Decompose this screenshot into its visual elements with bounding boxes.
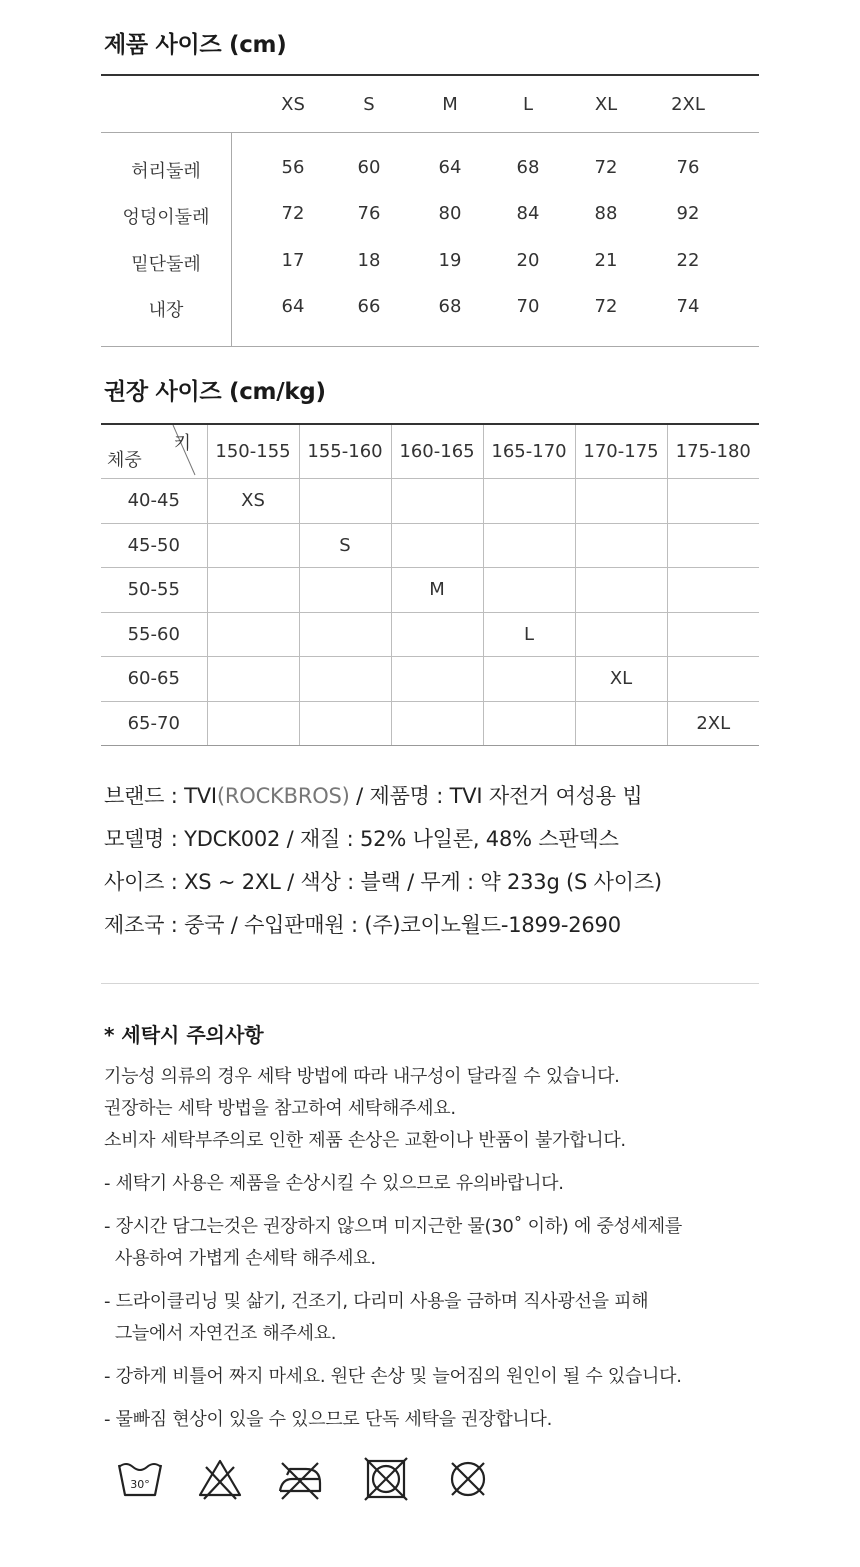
no-bleach-icon	[196, 1455, 244, 1503]
table-cell	[299, 568, 391, 613]
height-header: 160-165	[391, 424, 483, 479]
size-header-m: M	[442, 94, 458, 115]
table-cell	[299, 657, 391, 702]
row-label-hem: 밑단둘레	[131, 254, 201, 275]
table-cell: 66	[357, 296, 381, 317]
height-header: 155-160	[299, 424, 391, 479]
table-cell: 68	[516, 157, 540, 178]
table-cell: 70	[516, 296, 540, 317]
table-cell	[207, 523, 299, 568]
size-header-2xl: 2XL	[671, 94, 705, 115]
table-cell: XS	[207, 479, 299, 524]
table-cell	[483, 701, 575, 746]
table-cell: 92	[676, 203, 700, 224]
brand-prefix: 브랜드 : TVI	[104, 784, 217, 808]
table-cell: L	[483, 612, 575, 657]
table-divider	[231, 133, 232, 346]
washing-note: - 물빠짐 현상이 있을 수 있으므로 단독 세탁을 권장합니다.	[104, 1409, 553, 1430]
height-header: 165-170	[483, 424, 575, 479]
table-cell: 74	[676, 296, 700, 317]
table-cell: 56	[281, 157, 305, 178]
table-cell: M	[391, 568, 483, 613]
height-axis-label: 키	[173, 433, 191, 454]
table-cell: 18	[357, 250, 381, 271]
table-cell: 72	[281, 203, 305, 224]
row-label-hip: 엉덩이둘레	[122, 207, 210, 228]
table-cell	[575, 568, 667, 613]
washing-intro-line: 소비자 세탁부주의로 인한 제품 손상은 교환이나 반품이 불가합니다.	[104, 1130, 626, 1151]
table-cell: 21	[594, 250, 618, 271]
product-size-table	[101, 74, 759, 347]
weight-label: 65-70	[101, 701, 207, 746]
table-cell: 76	[357, 203, 381, 224]
table-cell	[483, 568, 575, 613]
table-cell	[299, 479, 391, 524]
table-cell	[207, 568, 299, 613]
row-label-inseam: 내장	[148, 300, 184, 321]
washing-title: * 세탁시 주의사항	[104, 1023, 264, 1047]
table-divider	[101, 132, 759, 133]
table-cell: 64	[281, 296, 305, 317]
recommended-size-table	[101, 423, 759, 745]
table-cell: S	[299, 523, 391, 568]
size-color-info: 사이즈 : XS ~ 2XL / 색상 : 블랙 / 무게 : 약 233g (S 사이즈)	[104, 870, 662, 894]
table-cell	[391, 479, 483, 524]
table-cell	[667, 612, 759, 657]
weight-label: 50-55	[101, 568, 207, 613]
weight-label: 55-60	[101, 612, 207, 657]
brand-suffix: / 제품명 : TVI 자전거 여성용 빕	[349, 784, 643, 808]
table-cell: 17	[281, 250, 305, 271]
hand-wash-30-icon	[116, 1455, 164, 1503]
table-cell: XL	[575, 657, 667, 702]
table-cell	[575, 701, 667, 746]
size-header-l: L	[522, 94, 534, 115]
size-header-s: S	[363, 94, 375, 115]
washing-note: - 드라이클리닝 및 삶기, 건조기, 다리미 사용을 금하며 직사광선을 피해	[104, 1291, 649, 1312]
table-cell: 22	[676, 250, 700, 271]
brand-sub: (ROCKBROS)	[216, 784, 350, 808]
height-header: 150-155	[207, 424, 299, 479]
table-row	[101, 568, 759, 613]
table-cell	[575, 479, 667, 524]
product-size-title: 제품 사이즈 (cm)	[104, 32, 287, 58]
table-cell	[391, 612, 483, 657]
weight-axis-label: 체중	[107, 450, 142, 471]
weight-label: 60-65	[101, 657, 207, 702]
size-header-xs: XS	[281, 94, 305, 115]
height-header: 175-180	[667, 424, 759, 479]
wash-temp-label: 30°	[130, 1478, 150, 1491]
table-row	[101, 657, 759, 702]
table-cell	[483, 523, 575, 568]
table-cell: 64	[438, 157, 462, 178]
table-cell: 80	[438, 203, 462, 224]
table-cell	[667, 657, 759, 702]
table-cell	[483, 479, 575, 524]
table-row	[101, 523, 759, 568]
weight-label: 40-45	[101, 479, 207, 524]
table-cell	[391, 657, 483, 702]
washing-note: 그늘에서 자연건조 해주세요.	[104, 1323, 337, 1344]
table-cell	[575, 612, 667, 657]
model-info: 모델명 : YDCK002 / 재질 : 52% 나일론, 48% 스판덱스	[104, 827, 619, 851]
section-divider	[101, 983, 759, 984]
table-row	[101, 701, 759, 746]
washing-intro-line: 권장하는 세탁 방법을 참고하여 세탁해주세요.	[104, 1098, 456, 1119]
table-row	[101, 612, 759, 657]
washing-note: - 강하게 비틀어 짜지 마세요. 원단 손상 및 늘어짐의 원인이 될 수 있습니다.	[104, 1366, 682, 1387]
table-cell: 19	[438, 250, 462, 271]
table-cell: 88	[594, 203, 618, 224]
table-cell: 20	[516, 250, 540, 271]
table-cell	[483, 657, 575, 702]
size-header-xl: XL	[594, 94, 618, 115]
washing-note: - 장시간 담그는것은 권장하지 않으며 미지근한 물(30˚ 이하) 에 중성세제를	[104, 1216, 682, 1237]
table-cell	[299, 701, 391, 746]
table-cell	[667, 479, 759, 524]
table-cell	[667, 568, 759, 613]
table-cell	[575, 523, 667, 568]
height-header: 170-175	[575, 424, 667, 479]
table-cell	[207, 657, 299, 702]
no-iron-icon	[276, 1455, 324, 1503]
table-cell: 76	[676, 157, 700, 178]
washing-intro-line: 기능성 의류의 경우 세탁 방법에 따라 내구성이 달라질 수 있습니다.	[104, 1066, 620, 1087]
origin-info: 제조국 : 중국 / 수입판매원 : (주)코이노월드-1899-2690	[104, 913, 621, 937]
table-cell: 84	[516, 203, 540, 224]
corner-header	[101, 424, 207, 479]
table-cell	[299, 612, 391, 657]
table-cell: 2XL	[667, 701, 759, 746]
no-dry-clean-icon	[444, 1455, 492, 1503]
table-row	[101, 479, 759, 524]
table-cell: 60	[357, 157, 381, 178]
table-cell	[391, 523, 483, 568]
table-cell	[207, 701, 299, 746]
brand-info	[104, 780, 642, 810]
no-tumble-dry-icon	[362, 1455, 410, 1503]
table-cell: 72	[594, 296, 618, 317]
table-cell: 72	[594, 157, 618, 178]
washing-note: - 세탁기 사용은 제품을 손상시킬 수 있으므로 유의바랍니다.	[104, 1173, 564, 1194]
row-label-waist: 허리둘레	[131, 161, 201, 182]
table-cell	[391, 701, 483, 746]
table-cell	[667, 523, 759, 568]
washing-note: 사용하여 가볍게 손세탁 해주세요.	[104, 1248, 376, 1269]
weight-label: 45-50	[101, 523, 207, 568]
table-cell	[207, 612, 299, 657]
table-cell: 68	[438, 296, 462, 317]
recommended-size-title: 권장 사이즈 (cm/kg)	[104, 379, 326, 405]
